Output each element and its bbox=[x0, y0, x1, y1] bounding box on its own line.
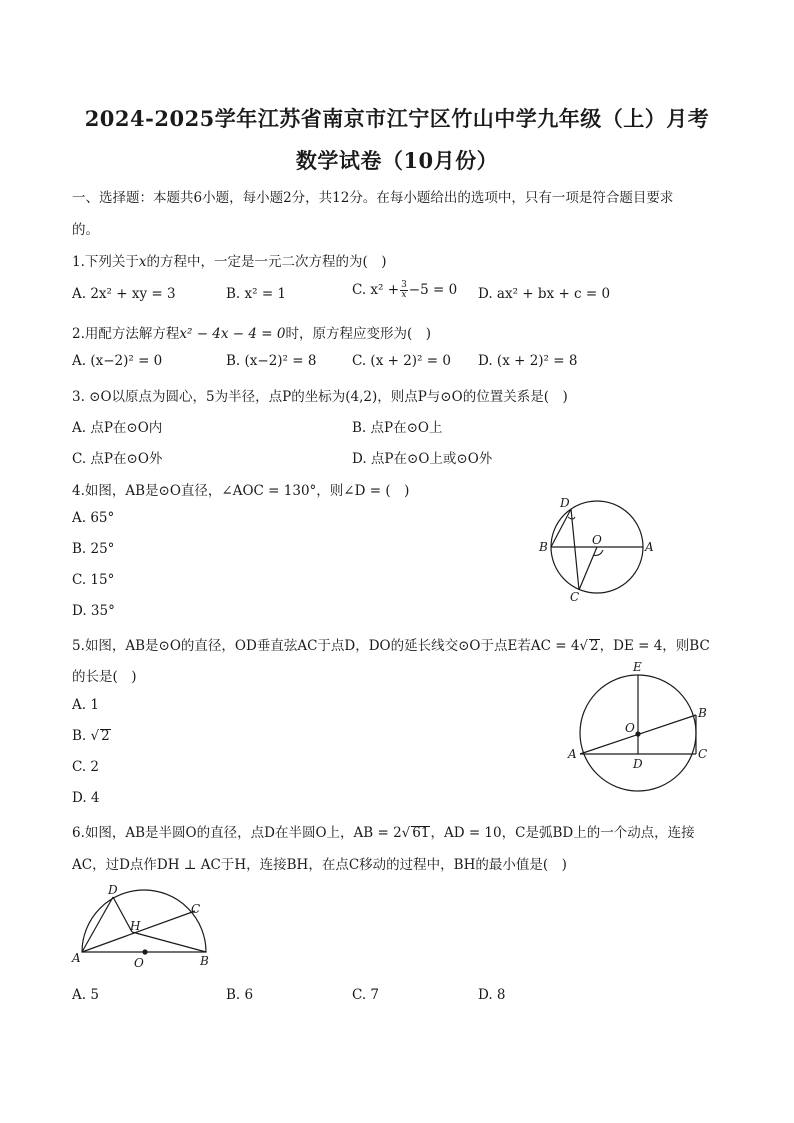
q5-label-c: C bbox=[698, 747, 708, 761]
q5-label-b: B bbox=[698, 706, 707, 720]
q1-option-b[interactable]: B. x² = 1 bbox=[226, 286, 287, 302]
q4-option-d[interactable]: D. 35° bbox=[72, 603, 115, 619]
q6-stem1-radicand: 61 bbox=[412, 825, 430, 841]
q4-label-a: A bbox=[645, 540, 654, 554]
q2-option-d[interactable]: D. (x + 2)² = 8 bbox=[478, 353, 578, 369]
q1-option-d[interactable]: D. ax² + bx + c = 0 bbox=[478, 286, 611, 302]
q2-stem-equation: x² − 4x − 4 = 0 bbox=[179, 326, 286, 342]
q1-option-c-post: −5 = 0 bbox=[408, 282, 458, 298]
q4-option-b[interactable]: B. 25° bbox=[72, 541, 115, 557]
q6-option-b[interactable]: B. 6 bbox=[226, 987, 254, 1003]
q4-label-o: O bbox=[592, 533, 602, 547]
q5-label-o: O bbox=[625, 721, 635, 735]
q1-stem bbox=[72, 250, 387, 270]
q6-figure-semicircle bbox=[68, 880, 218, 970]
q6-label-o: O bbox=[134, 956, 144, 970]
q4-option-a[interactable]: A. 65° bbox=[72, 510, 115, 526]
q6-label-c: C bbox=[191, 902, 201, 916]
q5-option-b-radicand: 2 bbox=[101, 728, 110, 744]
q1-option-c-pre: C. x² + bbox=[352, 282, 400, 298]
q3-option-d[interactable]: D. 点P在⊙O上或⊙O外 bbox=[352, 451, 493, 467]
q6-option-c[interactable]: C. 7 bbox=[352, 987, 380, 1003]
q6-label-h: H bbox=[130, 919, 141, 933]
q5-option-c[interactable]: C. 2 bbox=[72, 759, 100, 775]
q2-stem-a: 2.用配方法解方程 bbox=[72, 326, 180, 342]
exam-title-line2: 数学试卷（10月份） bbox=[295, 148, 499, 173]
q2-option-c[interactable]: C. (x + 2)² = 0 bbox=[352, 353, 451, 369]
q2-option-a[interactable]: A. (x−2)² = 0 bbox=[72, 353, 163, 369]
q6-stem-line2: AC，过D点作DH ⊥ AC于H，连接BH，在点C移动的过程中，BH的最小值是( ) bbox=[72, 857, 567, 873]
q1-option-c-numerator: 3 bbox=[401, 280, 407, 290]
q2-stem-b: 时，原方程应变形为( ) bbox=[285, 326, 432, 342]
q6-option-a[interactable]: A. 5 bbox=[72, 987, 99, 1003]
section-instructions-line2: 的。 bbox=[72, 222, 99, 238]
q5-option-b-pre: B. bbox=[72, 728, 91, 744]
q5-stem1-post: ，DE = 4，则BC bbox=[599, 638, 710, 654]
q6-stem1-pre: 6.如图，AB是半圆O的直径，点D在半圆O上，AB = 2 bbox=[72, 825, 402, 841]
exam-title-line1: 2024-2025学年江苏省南京市江宁区竹山中学九年级（上）月考 bbox=[84, 106, 710, 131]
q2-option-b[interactable]: B. (x−2)² = 8 bbox=[226, 353, 317, 369]
q3-option-a[interactable]: A. 点P在⊙O内 bbox=[72, 420, 163, 436]
q3-option-c[interactable]: C. 点P在⊙O外 bbox=[72, 451, 163, 467]
q5-stem-line2: 的长是( ) bbox=[72, 669, 137, 685]
q5-option-a[interactable]: A. 1 bbox=[72, 697, 99, 713]
q1-stem-var: x bbox=[138, 254, 147, 270]
q2-stem bbox=[72, 322, 431, 342]
q6-label-b: B bbox=[200, 954, 209, 968]
q1-option-c[interactable] bbox=[352, 281, 457, 300]
q4-option-c[interactable]: C. 15° bbox=[72, 572, 115, 588]
q4-figure-circle bbox=[535, 495, 660, 605]
q1-option-c-fraction bbox=[400, 281, 408, 300]
section-instructions-line1: 一、选择题：本题共6小题，每小题2分，共12分。在每小题给出的选项中，只有一项是符合题目要求 bbox=[72, 190, 674, 206]
q3-option-b[interactable]: B. 点P在⊙O上 bbox=[352, 420, 443, 436]
q1-option-c-denominator: x bbox=[401, 290, 407, 300]
q1-stem-b: 的方程中，一定是一元二次方程的为( ) bbox=[146, 254, 387, 270]
q5-figure-circle bbox=[565, 660, 715, 790]
q6-option-d[interactable]: D. 8 bbox=[478, 987, 506, 1003]
q5-label-a: A bbox=[568, 747, 577, 761]
q5-stem1-pre: 5.如图，AB是⊙O的直径，OD垂直弦AC于点D，DO的延长线交⊙O于点E若AC = 4 bbox=[72, 638, 580, 654]
q1-option-a[interactable]: A. 2x² + xy = 3 bbox=[72, 286, 176, 302]
q6-stem-line1: 6.如图，AB是半圆O的直径，点D在半圆O上，AB = 2√ 61，AD = 10，C是弧BD上的一个动点，连接 bbox=[72, 825, 695, 841]
q6-label-d: D bbox=[108, 883, 118, 897]
q4-label-d: D bbox=[560, 496, 570, 510]
q6-stem1-post: ，AD = 10，C是弧BD上的一个动点，连接 bbox=[430, 825, 695, 841]
q5-stem1-radicand: 2 bbox=[590, 638, 599, 654]
q4-label-b: B bbox=[539, 540, 548, 554]
q5-label-e: E bbox=[633, 660, 642, 674]
q1-stem-a: 1.下列关于 bbox=[72, 254, 139, 270]
q3-stem: 3. ⊙O以原点为圆心，5为半径，点P的坐标为(4,2)，则点P与⊙O的位置关系是( ) bbox=[72, 389, 568, 405]
q5-option-b[interactable]: B. √ 2 bbox=[72, 728, 110, 744]
q5-stem-line1: 5.如图，AB是⊙O的直径，OD垂直弦AC于点D，DO的延长线交⊙O于点E若AC = 4√ 2，DE = 4，则BC bbox=[72, 638, 710, 654]
q5-option-d[interactable]: D. 4 bbox=[72, 790, 100, 806]
q5-label-d: D bbox=[633, 757, 643, 771]
q6-label-a: A bbox=[72, 951, 81, 965]
q4-label-c: C bbox=[570, 590, 580, 604]
q4-stem: 4.如图，AB是⊙O直径，∠AOC = 130°，则∠D = ( ) bbox=[72, 483, 410, 499]
